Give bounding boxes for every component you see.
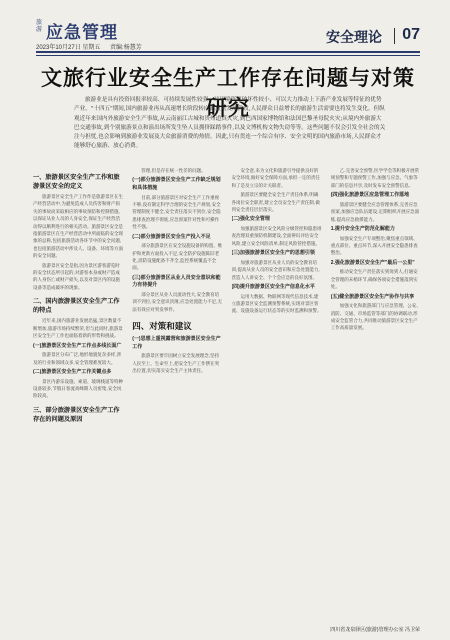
section-title: 安全理论 bbox=[326, 29, 382, 45]
paragraph: 部分旅游景区在安全设施设备的购置、维护和更新方面投入不足,安全防护设施陈旧老化,消防设施配备不齐全,监控系统覆盖不全面。 bbox=[132, 244, 223, 272]
subheading: (一)部分旅游景区安全生产工作缺乏规划和具体措施 bbox=[132, 177, 221, 191]
brand-small-label: 旅游 bbox=[36, 20, 43, 33]
paragraph: 乙.完善安全预警,医学学会等积极开展常规预警和专题预警工作,加强与应急、气象等部门的信息共享,及时发布安全预警信息。 bbox=[330, 169, 420, 189]
paragraph: 旅游景区分布广泛,地形地貌复杂多样,涉及的行业和领域众多,安全管理难度较大。 bbox=[33, 353, 122, 366]
paragraph: 旅游景区要健全应急管理体系,完善应急预案,加强应急队伍建设,定期组织开展应急演练,提高应急救援能力。 bbox=[330, 202, 420, 223]
brand-title: 应急管理 bbox=[46, 23, 118, 42]
column-1 bbox=[33, 168, 124, 623]
column-3 bbox=[232, 168, 323, 623]
author-byline: 四川省龙泉驿区(旅游)管理办公室 冯卫荣 bbox=[330, 627, 420, 633]
column-4 bbox=[331, 168, 422, 623]
heading-section-3: 三、部分旅游景区安全生产工作存在的问题及原因 bbox=[33, 406, 120, 423]
subheading: (二)旅游景区安全生产工作关键点多 bbox=[33, 368, 112, 375]
article-headline: 文旅行业安全生产工作存在问题与对策研究 bbox=[41, 67, 415, 120]
paragraph: 管理,但是存在统一性差的问题。 bbox=[141, 169, 206, 174]
heading-section-4: 四、对策和建议 bbox=[132, 321, 192, 332]
section-divider bbox=[394, 28, 395, 44]
paragraph: 加强安全生产专项整治,聚焦重点领域、重点部位、重点环节,深入开展安全隐患排查整治。 bbox=[330, 236, 418, 257]
paragraph: 加强对旅游景区从业人员的安全教育培训,提高从业人员的安全意识和应急处置能力,营造人人讲安全、个个会应急的良好氛围。 bbox=[231, 260, 320, 281]
article-lead: 旅游业是具有投资回报率较高、可持续发展性较强、对环境资源破坏性较小、可以大力推动上下游产业发展等特征的优势产业。"十四五"期间,国内旅游业再从高速增长阶段转向高质量发展阶段,人民群众日益增长的旅游生活需要也将发生变化。但纵观近年来国内外旅游安全生产事故,从云南丽江古城和贵州道真火灾,到巴西国家博物馆和法国巴黎圣母院火灾;从境内外旅游大巴交通事故,到个别旅游景点和演出场所发生坠人员拥挤踩踏事件,以及文博机构文物失窃等等。这些问题不仅会引发全社会的关注与担忧,也会影响到旅游业发展及大众旅游消费的热情。因此,只有贯连一个综合有序、安全文明的国内旅游市场,人民群众才能够舒心旅游、放心消费。 bbox=[74, 97, 386, 150]
masthead-rule-thin bbox=[36, 55, 420, 56]
subheading: 1.提升安全生产防范化解能力 bbox=[330, 226, 395, 233]
paragraph: 旅游景区安全是指,因为景区游客游览时的安全状态所引起的,对游客本身或财产造成的人身伤亡或财产损失,以及对景区内的设施设备等造成破坏的现象。 bbox=[33, 263, 120, 291]
heading-section-2: 二、国内旅游景区安全生产工作的特点 bbox=[33, 298, 120, 315]
page-number: 07 bbox=[402, 26, 420, 43]
subheading: (三)加强旅游景区安全生产的思想引领 bbox=[231, 250, 315, 257]
paragraph: 景区内游乐设施、索道、玻璃栈道等特种设备较多,节假日客流高峰期人员密集,安全风险较高。 bbox=[33, 379, 123, 400]
heading-section-1: 一、旅游景区安全生产工作和旅游景区安全的定义 bbox=[33, 174, 120, 190]
paragraph: 推动安全生产责任落实到岗到人,打通安全管理的末梢环节,确保各项安全措施落到实处。 bbox=[330, 270, 418, 291]
subheading: (二)部分旅游景区安全生产投入不足 bbox=[132, 233, 211, 240]
editor-credit: 责编:杨慧芳 bbox=[110, 45, 142, 51]
masthead-brand bbox=[36, 18, 118, 43]
article-body bbox=[33, 168, 422, 623]
subheading: (四)提升旅游景区安全生产信息化水平 bbox=[231, 284, 315, 291]
paragraph: 旅游景区要健全安全生产责任体系,明确各岗位安全职责,建立全员安全生产责任制,做到安全责任层层落实。 bbox=[231, 193, 320, 214]
subheading: (一)旅游景区安全生产工作点多线长面广 bbox=[33, 342, 122, 349]
subheading: (二)强化安全管理 bbox=[231, 216, 270, 223]
issue-date: 2023年10月27日 星期五 bbox=[36, 45, 101, 51]
paragraph: 旅游景区要牢固树立安全发展理念,坚持人民至上、生命至上,把安全生产工作摆在突出位置,切实落实安全生产主体责任。 bbox=[132, 354, 220, 375]
subheading: (四)强化旅游景区应急管理工作落地 bbox=[330, 192, 410, 199]
subheading: (五)健全旅游景区安全生产协作与共享 bbox=[330, 293, 415, 300]
paragraph: 部分景区从业人员流动性大,安全教育培训不到位,安全意识淡薄,应急处置能力不足,无法有效应对突发事件。 bbox=[132, 293, 223, 313]
paragraph: 旅游景区安全生产工作作是旅游景区在生产经营活动中,为避免造成人员伤害和财产损失的事故而采取相应的事故预防和控制措施,以保证从业人员的人身安全,保证生产经营活动得以顺利进行的相关活动。旅游景区安全是指旅游景区在生产经营活动中所面临的安全现象的总称,包括旅游活动各环节中的安全问题,也包括旅游活动中涉及人、设备、环境等方面的安全问题。 bbox=[33, 195, 123, 260]
dateline bbox=[36, 42, 150, 51]
column-2 bbox=[132, 168, 223, 623]
paragraph: 安全意,来为文化和旅游引导提供良好的安全环境,做好安全保障方面,承担一定的责任和了是及立宗的计关联者。 bbox=[231, 169, 320, 189]
paragraph: 近年来,国内旅游业发展迅猛,景区数量不断增加,旅游市场持续繁荣,但与此同时,旅游景区安全生产工作也面临着新的形势和挑战。 bbox=[33, 319, 123, 340]
subheading: (三)部分旅游景区从业人员安全意识和能力有待提升 bbox=[132, 274, 221, 289]
paragraph: 运用大数据、物联网等现代信息技术,建立旅游景区安全监测预警系统,实现对景区客流、设施设备运行状态等的实时监测和预警。 bbox=[231, 294, 322, 315]
subheading: (一)思想上重视露营和旅游景区安全生产工作 bbox=[132, 336, 221, 350]
paragraph: 目前,部分旅游景区对安全生产工作重视不够,没有制定科学合理的安全生产规划,安全管理制度不健全,安全责任落实不到位,安全隐患排查治理不彻底,应急预案针对性和可操作性不强。 bbox=[132, 195, 221, 231]
paragraph: 加强旅游景区安全风险分级管控和隐患排查治理双重预防机制建设,全面辨识评估安全风险,建立安全风险清单,制定风险管控措施。 bbox=[231, 227, 322, 247]
paragraph: 加强文化和旅游部门与应急管理、公安、消防、交通、市场监管等部门的协调联动,形成安全监管合力,共同推动旅游景区安全生产工作高质量发展。 bbox=[330, 304, 421, 332]
masthead-rule-thick bbox=[36, 51, 420, 53]
subheading: 2.强化旅游景区安全生产"最后一公里" bbox=[330, 259, 415, 266]
